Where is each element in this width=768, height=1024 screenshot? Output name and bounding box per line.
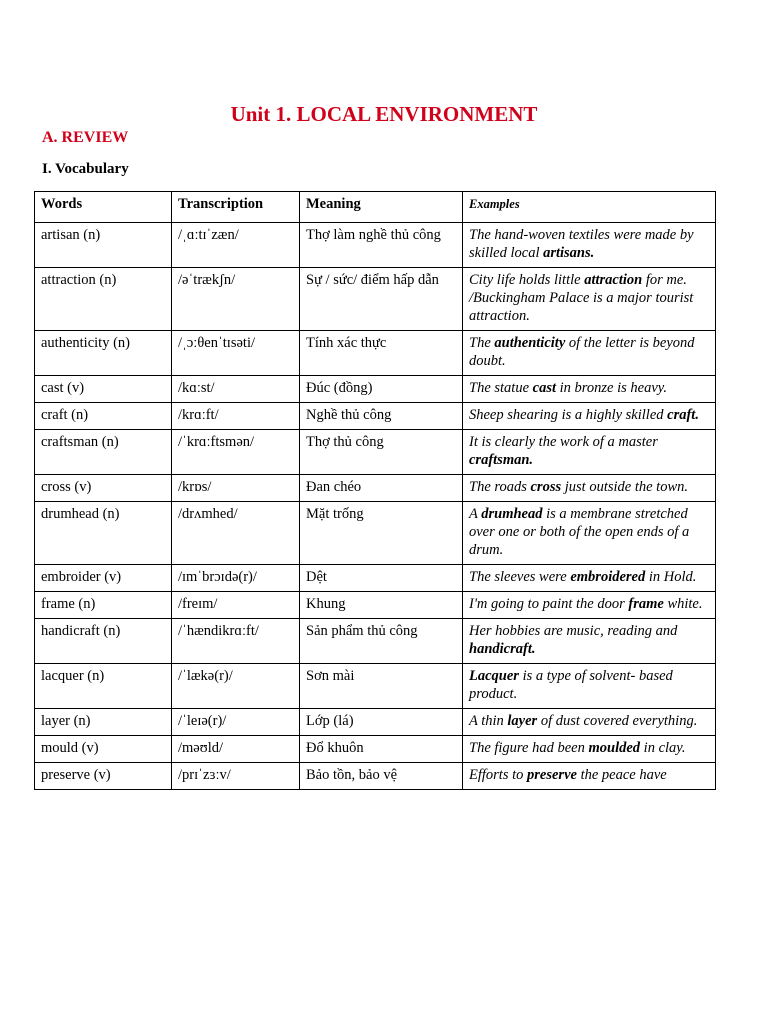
word-cell: preserve (v) bbox=[35, 763, 172, 790]
example-text: of dust covered everything. bbox=[537, 713, 698, 729]
transcription-cell: /drʌmhed/ bbox=[172, 502, 300, 565]
section-heading: A. REVIEW bbox=[42, 129, 129, 146]
word-cell: layer (n) bbox=[35, 709, 172, 736]
example-text: the peace have bbox=[576, 767, 667, 783]
meaning-cell: Lớp (lá) bbox=[300, 709, 463, 736]
example-text: white. bbox=[663, 596, 703, 612]
word-cell: frame (n) bbox=[35, 592, 172, 619]
transcription-cell: /ˈlækə(r)/ bbox=[172, 664, 300, 709]
example-cell bbox=[463, 268, 716, 331]
page-title: Unit 1. LOCAL ENVIRONMENT bbox=[230, 102, 538, 126]
transcription-cell: /əˈtrækʃn/ bbox=[172, 268, 300, 331]
table-row bbox=[35, 763, 716, 790]
example-cell bbox=[463, 619, 716, 664]
example-text: I'm going to paint the door bbox=[469, 596, 629, 612]
table-row bbox=[35, 619, 716, 664]
table-row bbox=[35, 376, 716, 403]
table-row bbox=[35, 268, 716, 331]
transcription-cell: /məʊld/ bbox=[172, 736, 300, 763]
example-text: in Hold. bbox=[645, 569, 697, 585]
word-cell: craft (n) bbox=[35, 403, 172, 430]
meaning-cell: Sản phẩm thủ công bbox=[300, 619, 463, 664]
word-cell: lacquer (n) bbox=[35, 664, 172, 709]
example-text: in clay. bbox=[640, 740, 686, 756]
table-row bbox=[35, 223, 716, 268]
word-cell: mould (v) bbox=[35, 736, 172, 763]
word-cell: handicraft (n) bbox=[35, 619, 172, 664]
table-row bbox=[35, 664, 716, 709]
table-row bbox=[35, 430, 716, 475]
meaning-cell: Đan chéo bbox=[300, 475, 463, 502]
example-keyword: craft. bbox=[667, 407, 699, 423]
example-keyword: moulded bbox=[588, 740, 641, 756]
example-text: in bronze is heavy. bbox=[556, 380, 668, 396]
transcription-cell: /kɑːst/ bbox=[172, 376, 300, 403]
example-keyword: authenticity bbox=[494, 335, 566, 351]
meaning-cell: Khung bbox=[300, 592, 463, 619]
example-keyword: craftsman. bbox=[469, 452, 534, 468]
subsection-heading: I. Vocabulary bbox=[42, 161, 129, 177]
example-text: is a membrane stretched over one or both of the open ends of a drum. bbox=[469, 506, 690, 558]
example-cell bbox=[463, 736, 716, 763]
example-cell bbox=[463, 565, 716, 592]
header-examples: Examples bbox=[463, 192, 716, 223]
example-keyword: layer bbox=[507, 713, 538, 729]
example-cell bbox=[463, 376, 716, 403]
table-row bbox=[35, 475, 716, 502]
example-text: The sleeves were bbox=[469, 569, 571, 585]
example-cell bbox=[463, 403, 716, 430]
example-text: Efforts to bbox=[469, 767, 528, 783]
transcription-cell: /ˈhændikrɑːft/ bbox=[172, 619, 300, 664]
example-text: The roads bbox=[469, 479, 531, 495]
example-text: It is clearly the work of a master bbox=[469, 434, 658, 450]
example-text: Sheep shearing is a highly skilled bbox=[469, 407, 668, 423]
example-cell bbox=[463, 331, 716, 376]
table-row bbox=[35, 565, 716, 592]
example-text: The statue bbox=[469, 380, 533, 396]
transcription-cell: /ˌɔːθenˈtɪsəti/ bbox=[172, 331, 300, 376]
vocabulary-table bbox=[34, 191, 716, 790]
example-text: The figure had been bbox=[469, 740, 589, 756]
example-cell bbox=[463, 475, 716, 502]
transcription-cell: /krɒs/ bbox=[172, 475, 300, 502]
example-text: for me. /Buckingham Palace is a major tourist attraction. bbox=[469, 272, 694, 324]
example-text: is a type of solvent- based product. bbox=[469, 668, 673, 702]
transcription-cell: /ɪmˈbrɔɪdə(r)/ bbox=[172, 565, 300, 592]
word-cell: craftsman (n) bbox=[35, 430, 172, 475]
word-cell: cross (v) bbox=[35, 475, 172, 502]
word-cell: cast (v) bbox=[35, 376, 172, 403]
example-keyword: frame bbox=[628, 596, 664, 612]
example-keyword: embroidered bbox=[570, 569, 646, 585]
table-body bbox=[35, 223, 716, 790]
example-keyword: attraction bbox=[584, 272, 643, 288]
example-keyword: cast bbox=[532, 380, 556, 396]
example-keyword: drumhead bbox=[481, 506, 543, 522]
example-cell bbox=[463, 709, 716, 736]
example-cell bbox=[463, 223, 716, 268]
meaning-cell: Nghề thủ công bbox=[300, 403, 463, 430]
example-text: A thin bbox=[469, 713, 508, 729]
example-text: The bbox=[469, 335, 495, 351]
example-text: Her hobbies are music, reading and bbox=[469, 623, 678, 639]
example-keyword: Lacquer bbox=[469, 668, 519, 684]
transcription-cell: /ˌɑːtɪˈzæn/ bbox=[172, 223, 300, 268]
transcription-cell: /freɪm/ bbox=[172, 592, 300, 619]
example-cell bbox=[463, 592, 716, 619]
example-cell bbox=[463, 763, 716, 790]
word-cell: authenticity (n) bbox=[35, 331, 172, 376]
meaning-cell: Bảo tồn, bảo vệ bbox=[300, 763, 463, 790]
example-text: just outside the town. bbox=[561, 479, 688, 495]
table-row bbox=[35, 736, 716, 763]
example-cell bbox=[463, 664, 716, 709]
example-keyword: handicraft. bbox=[469, 641, 536, 657]
example-text: City life holds little bbox=[469, 272, 585, 288]
meaning-cell: Thợ làm nghề thủ công bbox=[300, 223, 463, 268]
word-cell: drumhead (n) bbox=[35, 502, 172, 565]
table-header-row bbox=[35, 192, 716, 223]
transcription-cell: /prɪˈzɜːv/ bbox=[172, 763, 300, 790]
example-text: A bbox=[469, 506, 482, 522]
table-row bbox=[35, 592, 716, 619]
meaning-cell: Đúc (đồng) bbox=[300, 376, 463, 403]
example-keyword: cross bbox=[530, 479, 562, 495]
meaning-cell: Đổ khuôn bbox=[300, 736, 463, 763]
meaning-cell: Thợ thủ công bbox=[300, 430, 463, 475]
meaning-cell: Tính xác thực bbox=[300, 331, 463, 376]
vocabulary-table-container bbox=[34, 191, 716, 934]
transcription-cell: /ˈleɪə(r)/ bbox=[172, 709, 300, 736]
table-row bbox=[35, 403, 716, 430]
meaning-cell: Mặt trống bbox=[300, 502, 463, 565]
example-text: of the letter is beyond doubt. bbox=[469, 335, 695, 369]
header-words: Words bbox=[35, 192, 172, 223]
meaning-cell: Sơn mài bbox=[300, 664, 463, 709]
transcription-cell: /krɑːft/ bbox=[172, 403, 300, 430]
word-cell: artisan (n) bbox=[35, 223, 172, 268]
example-keyword: preserve bbox=[527, 767, 577, 783]
example-cell bbox=[463, 502, 716, 565]
example-cell bbox=[463, 430, 716, 475]
example-keyword: artisans. bbox=[543, 245, 595, 261]
table-row bbox=[35, 502, 716, 565]
header-transcription: Transcription bbox=[172, 192, 300, 223]
word-cell: embroider (v) bbox=[35, 565, 172, 592]
table-row bbox=[35, 331, 716, 376]
transcription-cell: /ˈkrɑːftsmən/ bbox=[172, 430, 300, 475]
meaning-cell: Dệt bbox=[300, 565, 463, 592]
meaning-cell: Sự / sức/ điểm hấp dẫn bbox=[300, 268, 463, 331]
table-row bbox=[35, 709, 716, 736]
header-meaning: Meaning bbox=[300, 192, 463, 223]
example-text: The hand-woven textiles were made by skilled local bbox=[469, 227, 694, 261]
word-cell: attraction (n) bbox=[35, 268, 172, 331]
